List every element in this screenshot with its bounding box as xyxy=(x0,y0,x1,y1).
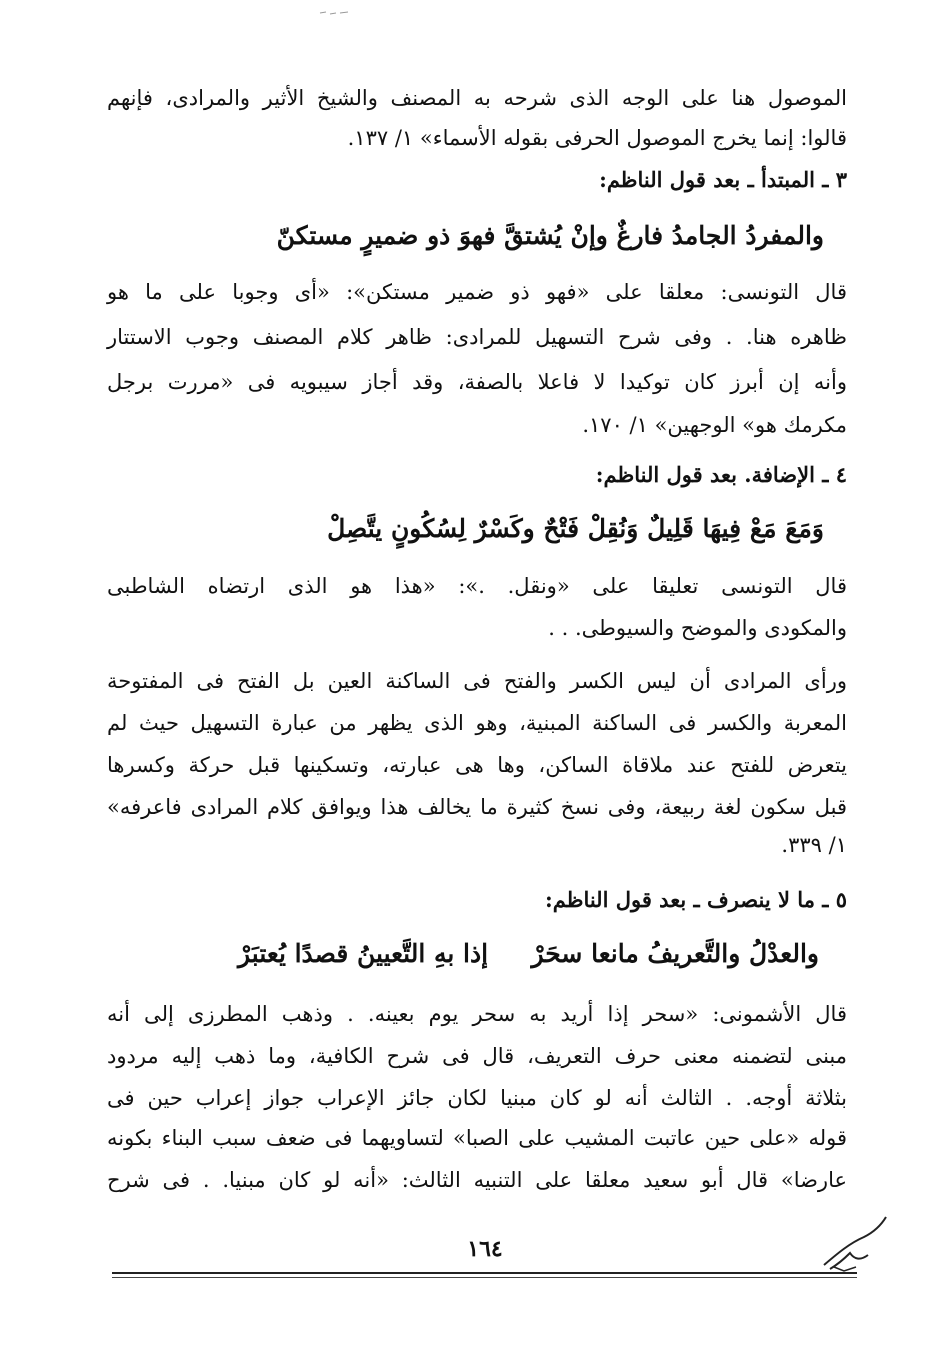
ornament-flourish-icon xyxy=(820,1213,890,1273)
p4-line-1: قال التونسى تعليقا على «ونقل. .»: «هذا هو الذى ارتضاه الشاطبى xyxy=(107,574,847,598)
section-5-heading: ٥ ـ ما لا ينصرف ـ بعد قول الناظم: xyxy=(545,887,847,912)
footer-rule-thin xyxy=(112,1277,857,1278)
p1-line-2: قالوا: إنما يخرج الموصول الحرفى بقوله الأسماء» ١/ ١٣٧. xyxy=(347,126,847,150)
section-4-heading: ٤ ـ الإضافة. بعد قول الناظم: xyxy=(595,462,847,487)
page-number: ١٦٤ xyxy=(467,1236,503,1262)
section-3-heading: ٣ ـ المبتدأ ـ بعد قول الناظم: xyxy=(599,167,847,192)
p6-line-5: عارضا» قال أبو سعيد معلقا على التنبيه الثالث: «أنه لو كان مبنيا. . فى شرح xyxy=(107,1168,847,1192)
p5-line-2: المعربة والكسر فى الساكنة المبنية، وهو الذى يظهر من عبارة التسهيل حيث لم xyxy=(107,711,847,735)
p6-line-1: قال الأشمونى: «سحر إذا أريد به سحر يوم بعينه. . وذهب المطرزى إلى أنه xyxy=(107,1002,847,1026)
section-3-verse: والمفردُ الجامدُ فارغٌ وإنْ يُشتقَّ فهوَ ذو ضميرٍ مستكنّ xyxy=(276,221,824,250)
p6-line-3: بثلاثة أوجه. . الثالث أنه لو كان مبنيا لكان جائز الإعراب جواز إعراب حين فى xyxy=(107,1086,847,1110)
p3-line-2: ظاهره هنا. . وفى شرح التسهيل للمرادى: ظاهر كلام المصنف وجوب الاستتار xyxy=(107,325,847,349)
p3-line-3: وأنه إن أبرز كان توكيدا لا فاعلا بالصفة، وقد أجاز سيبويه فى «مررت برجل xyxy=(107,370,847,394)
p5-line-3: يتعرض للفتح عند ملاقاة الساكن، وها هى عبارته، وتسكينها قبل حركة وكسرها xyxy=(107,753,847,777)
p3-line-1: قال التونسى: معلقا على «فهو ذو ضمير مستكن»: «أى وجوبا على ما هو xyxy=(107,280,847,304)
footer-rule xyxy=(112,1272,857,1274)
section-4-verse: وَمَعَ مَعْ فِيهَا قَلِيلٌ وَنُقِلْ فَتْحٌ وكَسْرٌ لِسُكُونٍ يتَّصِلْ xyxy=(327,514,824,543)
p1-line-1: الموصول هنا على الوجه الذى شرحه به المصنف والشيخ الأثير والمرادى، فإنهم xyxy=(107,86,847,110)
p5-line-5: ١/ ٣٣٩. xyxy=(781,833,847,857)
p6-line-4: قوله «على حين عاتبت المشيب على الصبا» لتساويهما فى ضعف سبب البناء بكونه xyxy=(107,1126,847,1150)
p3-line-4: مكرمك هو» الوجهين» ١/ ١٧٠. xyxy=(582,413,847,437)
p5-line-1: ورأى المرادى أن ليس الكسر والفتح فى الساكنة العين بل الفتح فى المفتوحة xyxy=(107,669,847,693)
section-5-verse-second-hemistich: إذا بهِ التَّعيينُ قصدًا يُعتبَرْ xyxy=(238,939,489,968)
section-5-verse-first-hemistich: والعدْلُ والتَّعريفُ مانعا سحَرْ xyxy=(531,939,819,968)
p5-line-4: قبل سكون لغة ربيعة، وفى نسخ كثيرة ما يخالف هذا ويوافق كلام المرادى فاعرفه» xyxy=(107,795,847,819)
p6-line-2: مبنى لتضمنه معنى حرف التعريف، قال فى شرح الكافية، وما ذهب إليه مردود xyxy=(107,1044,847,1068)
scan-speck-mark xyxy=(318,10,350,16)
p4-line-2: والمكودى والموضح والسيوطى. . . xyxy=(548,616,847,640)
